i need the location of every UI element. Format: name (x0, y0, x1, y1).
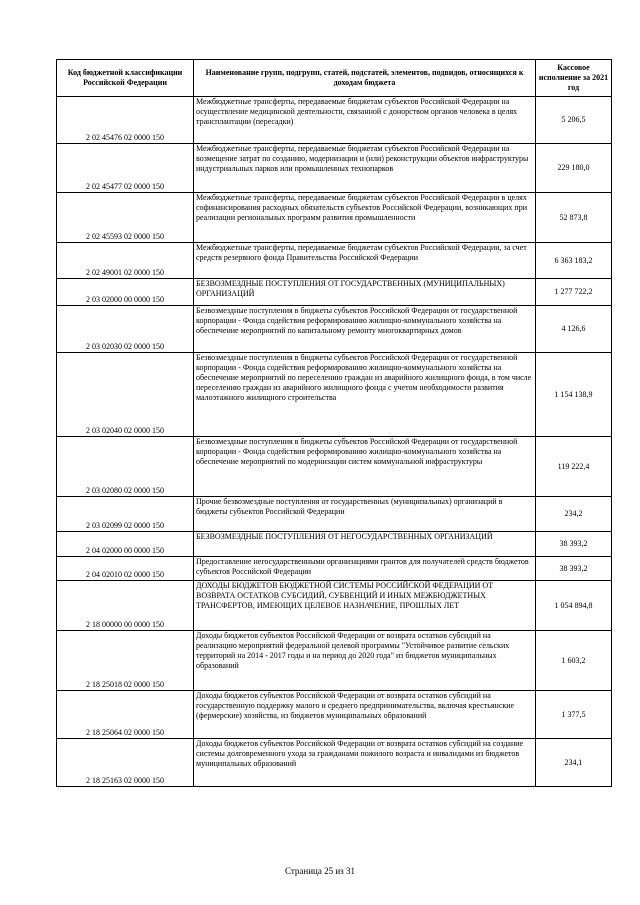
row-amount: 5 206,5 (536, 97, 612, 144)
row-amount: 119 222,4 (536, 437, 612, 497)
row-name: Безвозмездные поступления в бюджеты субъектов Российской Федерации от государственной корпорации - Фонда содействия реформированию жилищно-коммунального хозяйства на обеспечение мероприятий по капитальному ремонту многоквартирных домов (194, 306, 536, 353)
row-amount: 234,2 (536, 497, 612, 532)
row-amount: 1 277 722,2 (536, 279, 612, 306)
row-amount: 38 393,2 (536, 557, 612, 581)
table-row (57, 581, 612, 631)
row-name: Доходы бюджетов субъектов Российской Федерации от возврата остатков субсидий на реализацию мероприятий федеральной целевой программы "Устойчивое развитие сельских территорий на 2014 - 2017 годы и на период до 2020 года" из бюджетов муниципальных образований (194, 631, 536, 691)
row-code: 2 03 02030 02 0000 150 (57, 306, 194, 353)
row-code: 2 03 02040 02 0000 150 (57, 353, 194, 437)
row-code: 2 18 00000 00 0000 150 (57, 581, 194, 631)
table-row (57, 497, 612, 532)
row-code: 2 03 02080 02 0000 150 (57, 437, 194, 497)
row-code: 2 04 02000 00 0000 150 (57, 532, 194, 557)
row-name: Предоставление негосударственными организациями грантов для получателей средств бюджетов субъектов Российской Федерации (194, 557, 536, 581)
row-code: 2 03 02000 00 0000 150 (57, 279, 194, 306)
row-name: БЕЗВОЗМЕЗДНЫЕ ПОСТУПЛЕНИЯ ОТ ГОСУДАРСТВЕННЫХ (МУНИЦИПАЛЬНЫХ) ОРГАНИЗАЦИЙ (194, 279, 536, 306)
table-row (57, 739, 612, 787)
row-name: Межбюджетные трансферты, передаваемые бюджетам субъектов Российской Федерации в целях софинансирования расходных обязательств субъектов Российской Федерации, возникающих при реализации региональных программ развития промышленности (194, 193, 536, 243)
row-amount: 38 393,2 (536, 532, 612, 557)
table-row (57, 437, 612, 497)
row-amount: 1 054 894,8 (536, 581, 612, 631)
table-row (57, 353, 612, 437)
table-row (57, 243, 612, 279)
row-name: Безвозмездные поступления в бюджеты субъектов Российской Федерации от государственной корпорации - Фонда содействия реформированию жилищно-коммунального хозяйства на обеспечение мероприятий по переселению граждан из аварийного жилищного фонда, в том числе переселению граждан из аварийного жилищного фонда с учетом необходимости развития малоэтажного жилищного строительства (194, 353, 536, 437)
row-name: Межбюджетные трансферты, передаваемые бюджетам субъектов Российской Федерации на осуществление медицинской деятельности, связанной с донорством органов человека в целях трансплантации (пересадки) (194, 97, 536, 144)
table-row (57, 532, 612, 557)
row-name: Доходы бюджетов субъектов Российской Федерации от возврата остатков субсидий на государственную поддержку малого и среднего предпринимательства, включая крестьянские (фермерские) хозяйства, из бюджетов муниципальных образований (194, 691, 536, 739)
table-row (57, 193, 612, 243)
row-amount: 6 363 183,2 (536, 243, 612, 279)
row-code: 2 02 45593 02 0000 150 (57, 193, 194, 243)
row-code: 2 04 02010 02 0000 150 (57, 557, 194, 581)
row-code: 2 18 25064 02 0000 150 (57, 691, 194, 739)
row-name: Прочие безвозмездные поступления от государственных (муниципальных) организаций в бюджеты субъектов Российской Федерации (194, 497, 536, 532)
table-row (57, 144, 612, 193)
row-amount: 1 603,2 (536, 631, 612, 691)
header-code: Код бюджетной классификации Российской Федерации (57, 60, 194, 97)
table-row (57, 97, 612, 144)
row-code: 2 02 45476 02 0000 150 (57, 97, 194, 144)
row-name: Безвозмездные поступления в бюджеты субъектов Российской Федерации от государственной корпорации - Фонда содействия реформированию жилищно-коммунального хозяйства на обеспечение мероприятий по модернизации систем коммунальной инфраструктуры (194, 437, 536, 497)
row-amount: 234,1 (536, 739, 612, 787)
row-amount: 4 126,6 (536, 306, 612, 353)
budget-revenue-table (56, 59, 612, 787)
table-header-row (57, 60, 612, 97)
table-row (57, 279, 612, 306)
row-amount: 229 180,0 (536, 144, 612, 193)
row-code: 2 03 02099 02 0000 150 (57, 497, 194, 532)
table-row (57, 631, 612, 691)
row-code: 2 02 49001 02 0000 150 (57, 243, 194, 279)
header-name: Наименование групп, подгрупп, статей, подстатей, элементов, подвидов, относящихся к доходам бюджета (194, 60, 536, 97)
row-amount: 52 873,8 (536, 193, 612, 243)
row-name: Межбюджетные трансферты, передаваемые бюджетам субъектов Российской Федерации на возмещение затрат по созданию, модернизации и (или) реконструкции объектов инфраструктуры индустриальных парков или промышленных технопарков (194, 144, 536, 193)
row-name: БЕЗВОЗМЕЗДНЫЕ ПОСТУПЛЕНИЯ ОТ НЕГОСУДАРСТВЕННЫХ ОРГАНИЗАЦИЙ (194, 532, 536, 557)
header-amount: Кассовое исполнение за 2021 год (536, 60, 612, 97)
table-row (57, 557, 612, 581)
row-amount: 1 377,5 (536, 691, 612, 739)
table-row (57, 306, 612, 353)
page-number: Страница 25 из 31 (285, 866, 355, 876)
table-row (57, 691, 612, 739)
row-name: ДОХОДЫ БЮДЖЕТОВ БЮДЖЕТНОЙ СИСТЕМЫ РОССИЙСКОЙ ФЕДЕРАЦИИ ОТ ВОЗВРАТА ОСТАТКОВ СУБСИДИЙ, СУБВЕНЦИЙ И ИНЫХ МЕЖБЮДЖЕТНЫХ ТРАНСФЕРТОВ, ИМЕЮЩИХ ЦЕЛЕВОЕ НАЗНАЧЕНИЕ, ПРОШЛЫХ ЛЕТ (194, 581, 536, 631)
row-code: 2 18 25018 02 0000 150 (57, 631, 194, 691)
row-name: Межбюджетные трансферты, передаваемые бюджетам субъектов Российской Федерации, за счет средств резервного фонда Правительства Российской Федерации (194, 243, 536, 279)
row-amount: 1 154 138,9 (536, 353, 612, 437)
row-code: 2 18 25163 02 0000 150 (57, 739, 194, 787)
row-name: Доходы бюджетов субъектов Российской Федерации от возврата остатков субсидий на создание системы долговременного ухода за гражданами пожилого возраста и инвалидами из бюджетов муниципальных образований (194, 739, 536, 787)
row-code: 2 02 45477 02 0000 150 (57, 144, 194, 193)
